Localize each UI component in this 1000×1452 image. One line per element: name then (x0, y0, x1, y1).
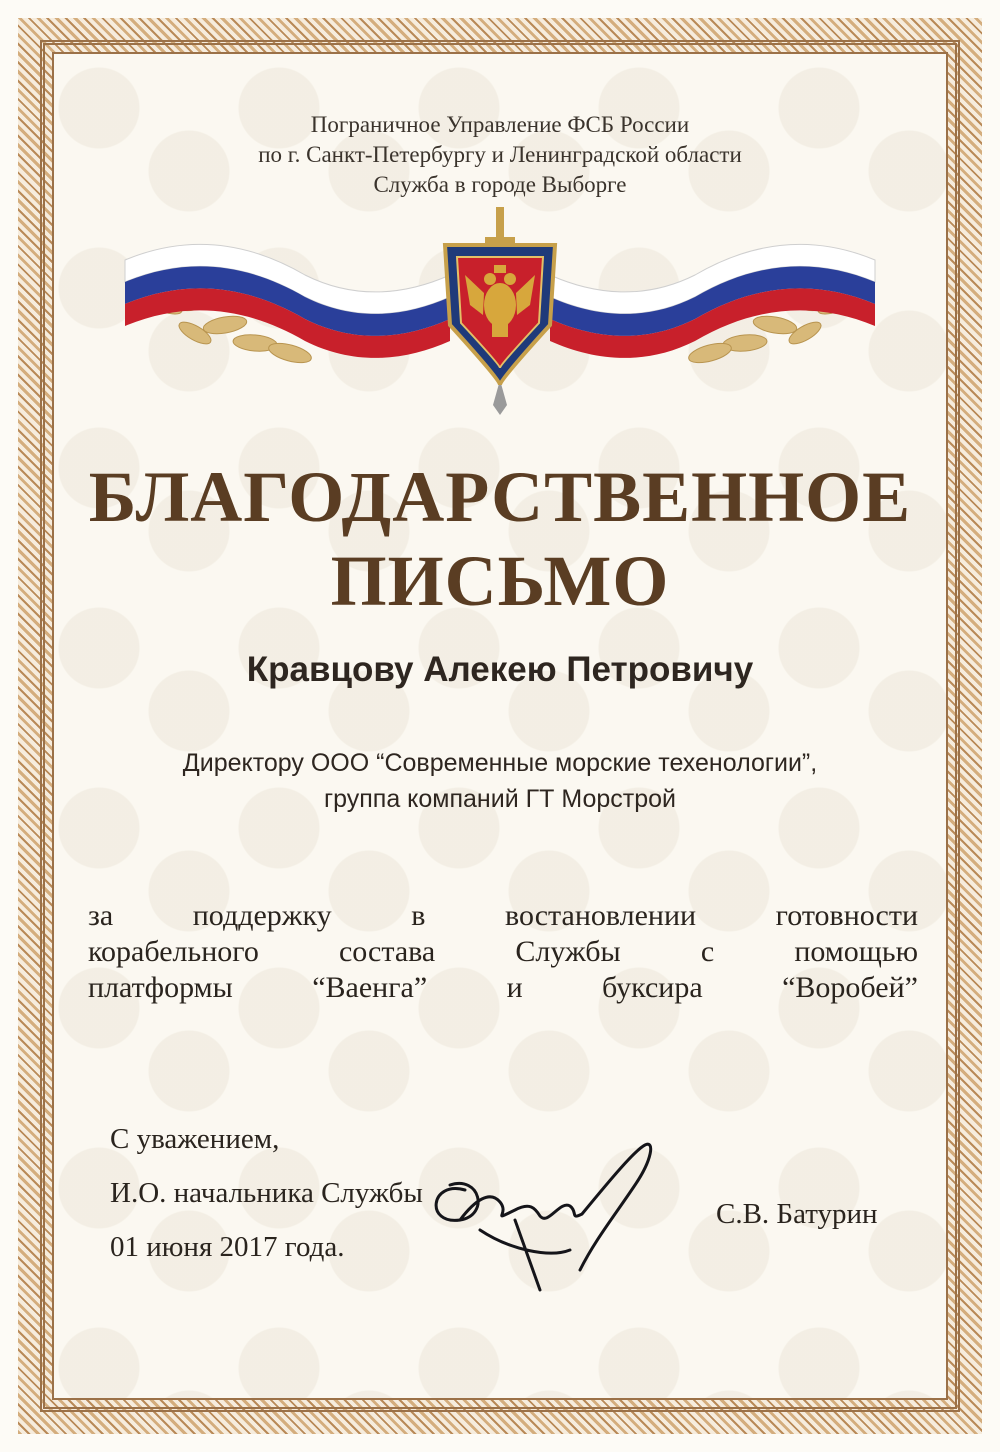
body-line-1 (88, 898, 918, 934)
body-line-2 (88, 934, 918, 970)
body-word: в (411, 899, 426, 932)
closing-regards: С уважением, (110, 1123, 280, 1155)
fsb-shield-icon (445, 245, 555, 385)
body-word: “Воробей” (782, 971, 918, 1004)
recipient-position (0, 745, 1000, 817)
body-word: платформы (88, 971, 233, 1004)
issuer-header (0, 110, 1000, 200)
issuer-line-2: по г. Санкт-Петербургу и Ленинградской области (258, 142, 742, 167)
body-word: и (506, 971, 523, 1004)
position-line-1: Директору ООО “Современные морские техенологии”, (182, 749, 818, 777)
body-word: готовности (775, 899, 918, 932)
emblem-with-flags (105, 205, 895, 420)
body-word: буксира (602, 971, 703, 1004)
body-word: востановлении (505, 899, 697, 932)
document-title (0, 455, 1000, 623)
body-line-3 (88, 970, 918, 1006)
position-line-2: группа компаний ГТ Морстрой (324, 785, 676, 813)
signer-name: С.В. Батурин (716, 1198, 878, 1230)
signer-role: И.О. начальника Службы (110, 1177, 423, 1209)
body-word: корабельного (88, 935, 259, 968)
issuer-line-1: Пограничное Управление ФСБ России (310, 112, 690, 137)
body-word: Службы (515, 935, 621, 968)
body-word: состава (338, 935, 436, 968)
closing-block (110, 1112, 423, 1274)
emblem-graphic (105, 205, 895, 420)
gratitude-text (88, 898, 918, 1006)
handwritten-signature-icon (420, 1130, 670, 1300)
body-word: с (700, 935, 715, 968)
body-word: за (88, 899, 114, 932)
recipient-name: Кравцову Алекею Петровичу (246, 650, 754, 689)
flag-ribbon-left-icon (125, 244, 450, 358)
issuer-line-3: Служба в городе Выборге (373, 172, 627, 197)
body-word: помощью (794, 935, 918, 968)
issue-date: 01 июня 2017 года. (110, 1231, 345, 1263)
title-line-2: ПИСЬМО (330, 541, 670, 621)
flag-ribbon-right-icon (550, 244, 875, 358)
body-word: “Ваенга” (312, 971, 428, 1004)
title-line-1: БЛАГОДАРСТВЕННОЕ (88, 457, 912, 537)
body-word: поддержку (192, 899, 332, 932)
